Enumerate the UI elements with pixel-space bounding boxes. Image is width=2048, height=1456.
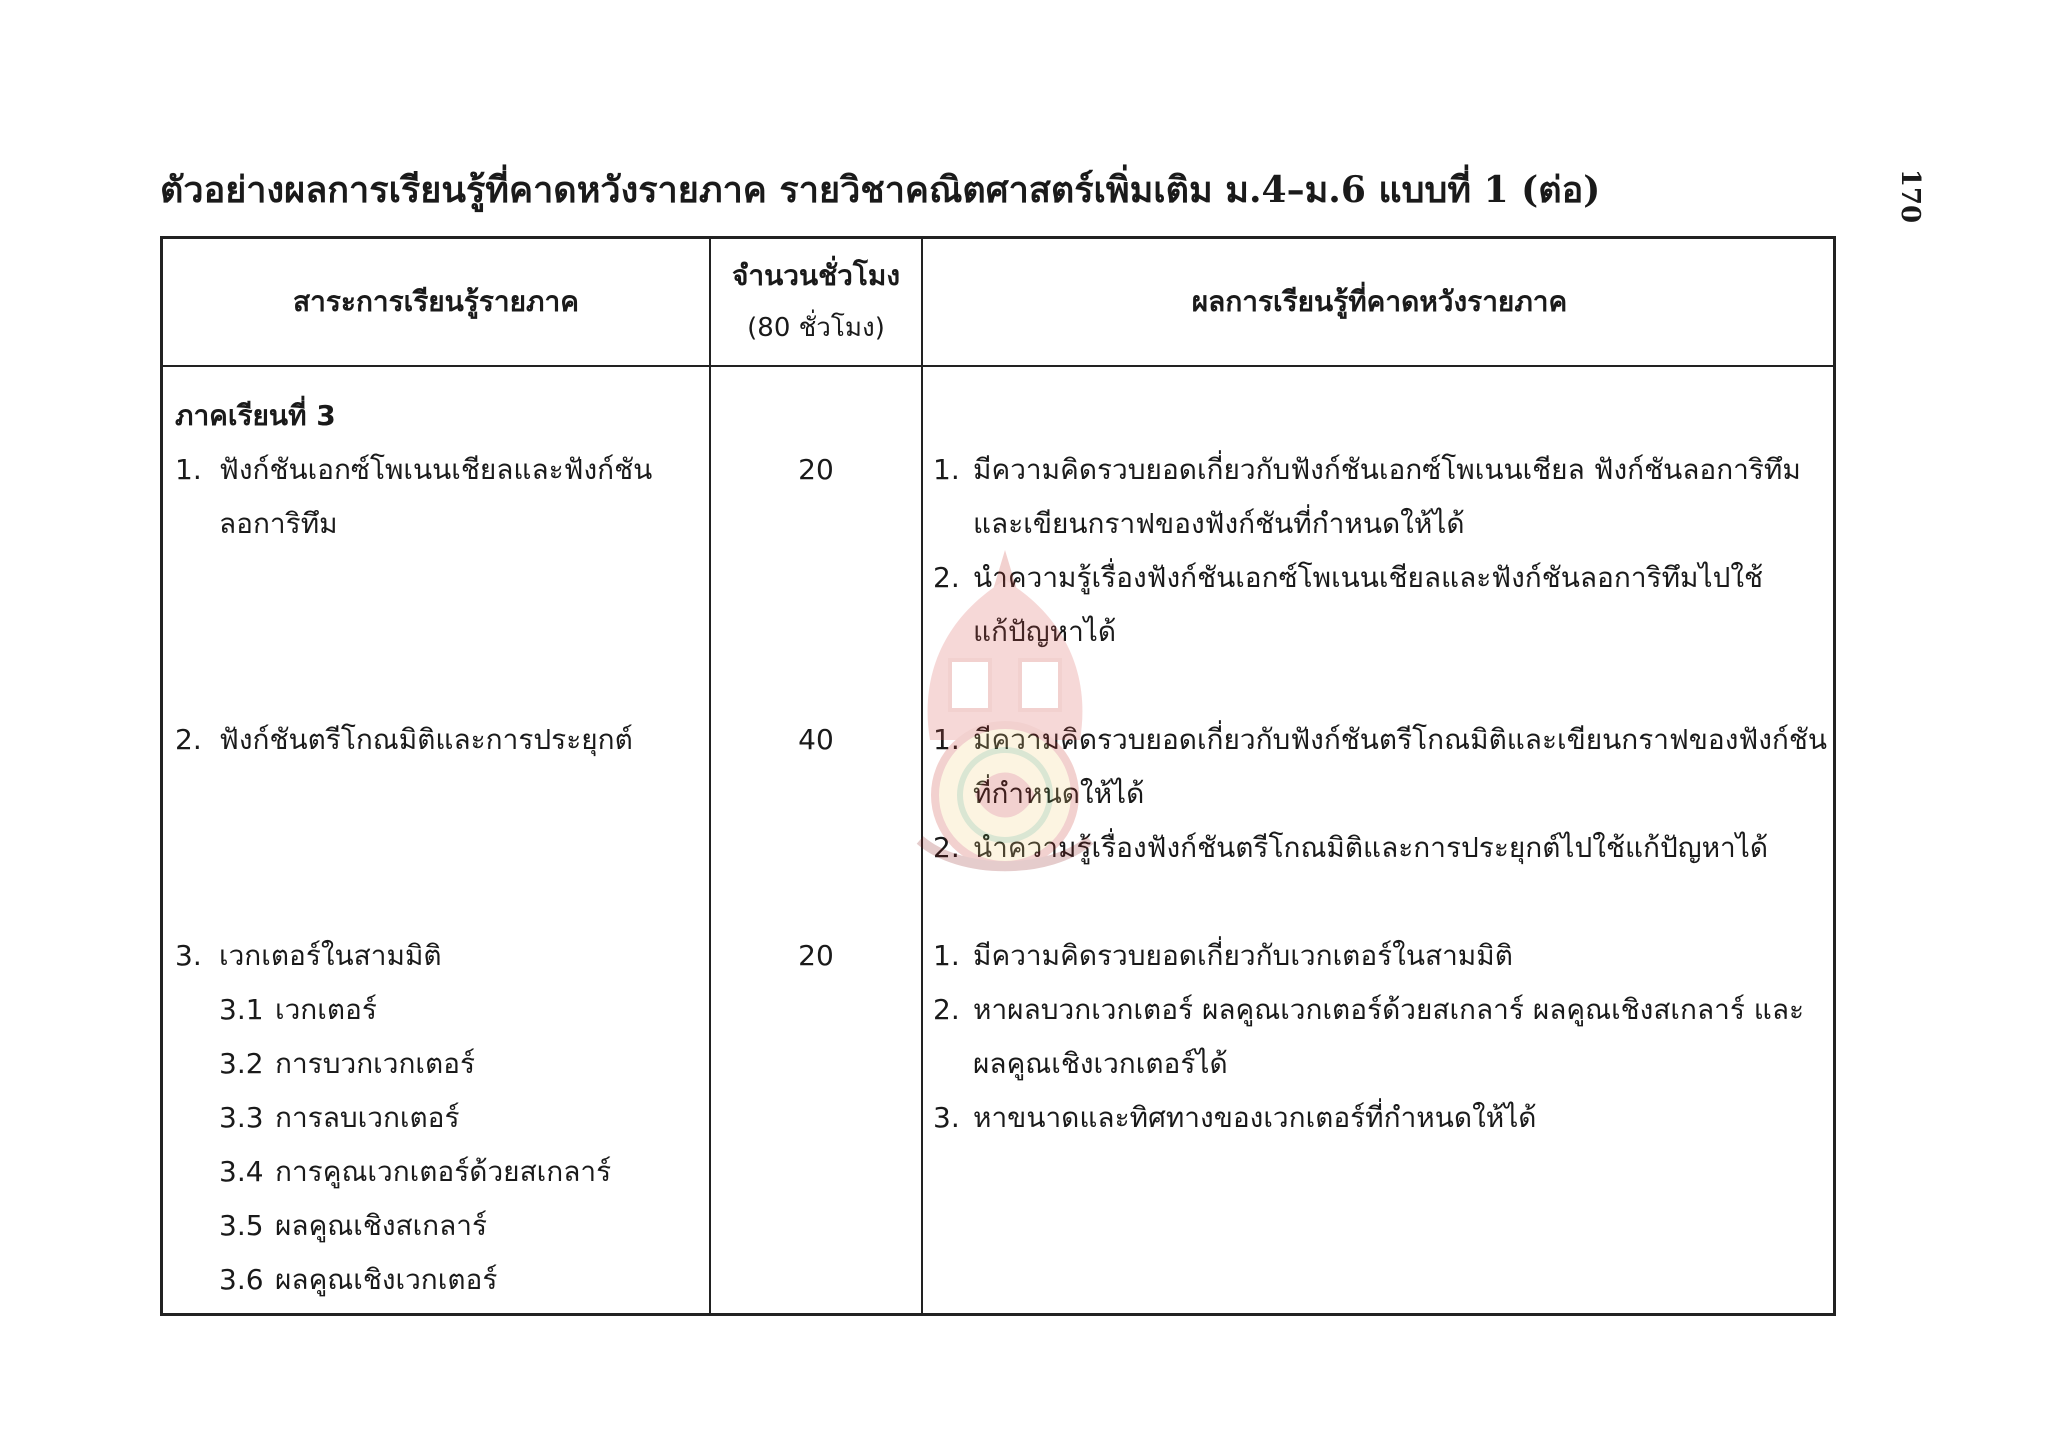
outcome-number: 1. [933,453,960,486]
subtopic-number: 3.3 [219,1101,264,1134]
subtopic-item [175,1145,611,1199]
header-outcomes: ผลการเรียนรู้ที่คาดหวังรายภาค [1191,285,1568,318]
topic-label: ฟังก์ชันเอกซ์โพเนนเชียลและฟังก์ชัน [219,453,653,486]
hours-value: 20 [798,453,834,486]
outcome-number: 1. [933,723,960,756]
outcome-text-cont: แก้ปัญหาได้ [973,615,1117,648]
outcome-number: 2. [933,993,960,1026]
outcome-item [933,443,1833,551]
subtopic-item [175,983,611,1037]
outcome-item [933,1091,1833,1145]
topic-number: 2. [175,723,202,756]
page-title: ตัวอย่างผลการเรียนรู้ที่คาดหวังรายภาค รายวิชาคณิตศาสตร์เพิ่มเติม ม.4–ม.6 แบบที่ 1 (ต่อ) [160,169,1601,211]
topic-label: เวกเตอร์ในสามมิติ [219,939,442,972]
subtopic-item [175,1253,611,1307]
outcome-text: มีความคิดรวบยอดเกี่ยวกับฟังก์ชันเอกซ์โพเนนเชียล ฟังก์ชันลอการิทึม [973,453,1801,486]
hours-value: 20 [798,939,834,972]
outcome-number: 3. [933,1101,960,1134]
outcome-text: นำความรู้เรื่องฟังก์ชันเอกซ์โพเนนเชียลและฟังก์ชันลอการิทึมไปใช้ [973,561,1764,594]
hours-value: 40 [798,723,834,756]
subtopic-label: ผลคูณเชิงสเกลาร์ [275,1209,488,1242]
header-content: สาระการเรียนรู้รายภาค [293,285,579,318]
subtopic-number: 3.5 [219,1209,264,1242]
outcome-text: มีความคิดรวบยอดเกี่ยวกับเวกเตอร์ในสามมิติ [973,939,1513,972]
subtopic-number: 3.4 [219,1155,264,1188]
subtopic-label: การคูณเวกเตอร์ด้วยสเกลาร์ [275,1155,612,1188]
topic-label: ฟังก์ชันตรีโกณมิติและการประยุกต์ [219,723,633,756]
outcome-text-cont: ที่กำหนดให้ได้ [973,777,1145,810]
topic-number: 3. [175,939,202,972]
table-row-topic [175,929,611,1307]
outcome-text: หาขนาดและทิศทางของเวกเตอร์ที่กำหนดให้ได้ [973,1101,1537,1134]
outcome-item [933,821,1833,875]
outcome-text-cont: และเขียนกราฟของฟังก์ชันที่กำหนดให้ได้ [973,507,1465,540]
subtopic-item [175,1199,611,1253]
outcome-item [933,983,1833,1091]
subtopic-number: 3.2 [219,1047,264,1080]
outcome-item [933,929,1833,983]
outcome-text: นำความรู้เรื่องฟังก์ชันตรีโกณมิติและการประยุกต์ไปใช้แก้ปัญหาได้ [973,831,1769,864]
outcome-number: 2. [933,561,960,594]
subtopic-label: การบวกเวกเตอร์ [275,1047,476,1080]
table-row-topic [175,443,652,551]
outcome-text-cont: ผลคูณเชิงเวกเตอร์ได้ [973,1047,1228,1080]
header-hours-title: จำนวนชั่วโมง [731,259,901,292]
header-hours [711,239,921,365]
subtopic-label: เวกเตอร์ [275,993,377,1026]
subtopic-item [175,1037,611,1091]
table-divider [921,239,923,1313]
header-hours-sub: (80 ชั่วโมง) [747,313,885,343]
topic-number: 1. [175,453,202,486]
outcome-text: หาผลบวกเวกเตอร์ ผลคูณเวกเตอร์ด้วยสเกลาร์ ผลคูณเชิงสเกลาร์ และ [973,993,1805,1026]
subtopic-item [175,1091,611,1145]
outcome-number: 2. [933,831,960,864]
subtopic-label: ผลคูณเชิงเวกเตอร์ [275,1263,498,1296]
outcome-item [933,551,1833,659]
subtopic-label: การลบเวกเตอร์ [275,1101,460,1134]
term-heading: ภาคเรียนที่ 3 [175,399,336,432]
subtopic-number: 3.1 [219,993,264,1026]
header-divider [163,365,1833,367]
outcome-item [933,713,1833,821]
table-divider [709,239,711,1313]
outcome-number: 1. [933,939,960,972]
subtopic-number: 3.6 [219,1263,264,1296]
page-number: 170 [1895,168,1925,224]
outcome-text: มีความคิดรวบยอดเกี่ยวกับฟังก์ชันตรีโกณมิติและเขียนกราฟของฟังก์ชัน [973,723,1828,756]
table-row-topic [175,713,633,767]
learning-outcomes-table [160,236,1836,1316]
topic-label-cont: ลอการิทึม [219,507,338,540]
